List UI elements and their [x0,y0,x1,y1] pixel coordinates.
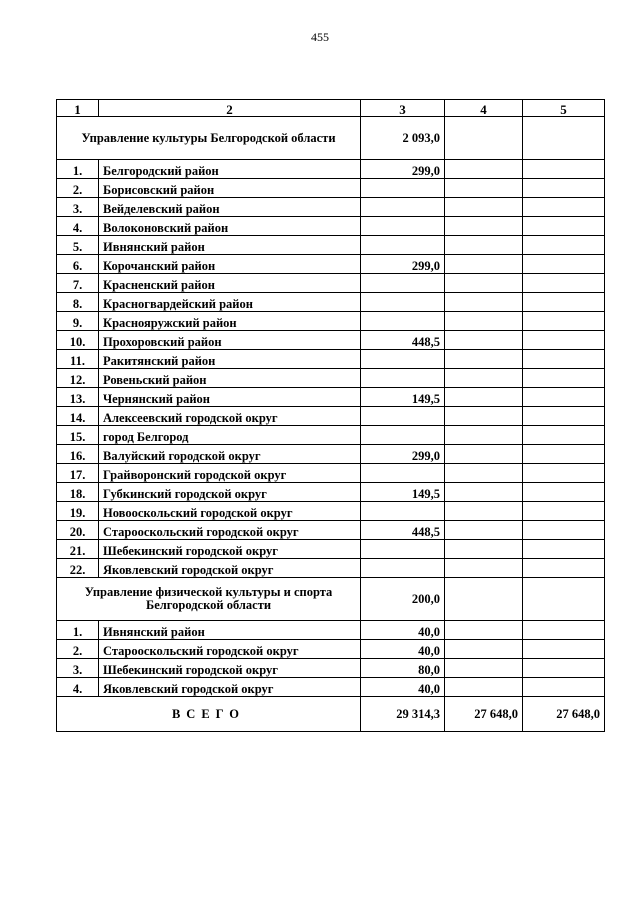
row-number: 11. [57,350,99,369]
row-number: 20. [57,521,99,540]
empty-cell [445,198,523,217]
empty-cell [523,464,605,483]
row-amount: 40,0 [361,621,445,640]
empty-cell [523,293,605,312]
empty-cell [445,559,523,578]
empty-cell [445,659,523,678]
empty-cell [523,255,605,274]
empty-cell [523,678,605,697]
empty-cell [445,236,523,255]
empty-cell [445,293,523,312]
empty-cell [523,621,605,640]
section-row-1 [57,117,605,160]
empty-cell [523,502,605,521]
row-name: Яковлевский городской округ [99,678,361,697]
table-row [57,445,605,464]
empty-cell [523,426,605,445]
table-row [57,236,605,255]
row-amount [361,464,445,483]
empty-cell [523,521,605,540]
row-amount: 149,5 [361,483,445,502]
empty-cell [445,502,523,521]
budget-table-body [57,100,605,732]
row-name: Ракитянский район [99,350,361,369]
empty-cell [523,659,605,678]
row-amount [361,540,445,559]
row-number: 8. [57,293,99,312]
empty-cell [445,388,523,407]
row-amount [361,369,445,388]
empty-cell [523,217,605,236]
row-number: 10. [57,331,99,350]
row-amount [361,274,445,293]
row-number: 19. [57,502,99,521]
total-row [57,697,605,732]
empty-cell [523,331,605,350]
empty-cell [445,179,523,198]
row-number: 1. [57,621,99,640]
row-name: Ивнянский район [99,236,361,255]
row-amount [361,198,445,217]
section-amount: 200,0 [361,578,445,621]
table-row [57,331,605,350]
header-col-3: 3 [361,100,445,117]
table-row [57,369,605,388]
row-name: Волоконовский район [99,217,361,236]
table-row [57,255,605,274]
row-number: 9. [57,312,99,331]
empty-cell [445,678,523,697]
budget-table [56,99,605,732]
empty-cell [445,426,523,445]
row-number: 12. [57,369,99,388]
header-col-1: 1 [57,100,99,117]
row-amount [361,236,445,255]
row-amount [361,350,445,369]
row-number: 2. [57,179,99,198]
row-amount [361,502,445,521]
row-amount: 149,5 [361,388,445,407]
row-name: Старооскольский городской округ [99,521,361,540]
empty-cell [445,621,523,640]
empty-cell [445,217,523,236]
row-name: Корочанский район [99,255,361,274]
row-number: 7. [57,274,99,293]
table-row [57,464,605,483]
table-row [57,521,605,540]
table-row [57,160,605,179]
table-row [57,640,605,659]
row-amount: 299,0 [361,445,445,464]
row-amount: 40,0 [361,678,445,697]
row-number: 15. [57,426,99,445]
table-row [57,559,605,578]
row-name: Красненский район [99,274,361,293]
empty-cell [445,640,523,659]
empty-cell [523,198,605,217]
empty-cell [445,445,523,464]
row-number: 21. [57,540,99,559]
empty-cell [523,483,605,502]
empty-cell [523,312,605,331]
empty-cell [523,445,605,464]
row-amount: 448,5 [361,331,445,350]
row-number: 4. [57,678,99,697]
empty-cell [523,117,605,160]
row-amount [361,407,445,426]
empty-cell [523,559,605,578]
empty-cell [523,350,605,369]
table-row [57,274,605,293]
row-name: Вейделевский район [99,198,361,217]
row-name: Шебекинский городской округ [99,659,361,678]
row-name: Яковлевский городской округ [99,559,361,578]
row-number: 2. [57,640,99,659]
table-row [57,388,605,407]
empty-cell [445,274,523,293]
row-name: Валуйский городской округ [99,445,361,464]
row-name: Губкинский городской округ [99,483,361,502]
row-amount [361,217,445,236]
row-name: Алексеевский городской округ [99,407,361,426]
row-name: Ивнянский район [99,621,361,640]
empty-cell [523,540,605,559]
empty-cell [523,407,605,426]
row-name: Грайворонский городской округ [99,464,361,483]
header-col-5: 5 [523,100,605,117]
row-amount [361,559,445,578]
header-col-4: 4 [445,100,523,117]
row-name: Старооскольский городской округ [99,640,361,659]
empty-cell [445,255,523,274]
empty-cell [445,369,523,388]
row-number: 5. [57,236,99,255]
empty-cell [523,236,605,255]
total-col-4: 27 648,0 [445,697,523,732]
row-number: 17. [57,464,99,483]
table-row [57,426,605,445]
empty-cell [445,331,523,350]
row-number: 22. [57,559,99,578]
row-number: 6. [57,255,99,274]
empty-cell [523,578,605,621]
row-name: Красногвардейский район [99,293,361,312]
table-row [57,659,605,678]
total-col-3: 29 314,3 [361,697,445,732]
row-name: Прохоровский район [99,331,361,350]
section-title: Управление культуры Белгородской области [57,117,361,160]
empty-cell [523,388,605,407]
empty-cell [445,312,523,331]
row-number: 13. [57,388,99,407]
row-number: 3. [57,659,99,678]
empty-cell [445,350,523,369]
row-number: 3. [57,198,99,217]
table-row [57,483,605,502]
empty-cell [523,179,605,198]
table-row [57,678,605,697]
empty-cell [523,274,605,293]
header-col-2: 2 [99,100,361,117]
empty-cell [445,483,523,502]
empty-cell [445,464,523,483]
table-row [57,179,605,198]
row-amount [361,426,445,445]
row-name: Шебекинский городской округ [99,540,361,559]
row-amount: 299,0 [361,160,445,179]
row-name: Ровеньский район [99,369,361,388]
row-amount: 40,0 [361,640,445,659]
table-row [57,350,605,369]
empty-cell [445,540,523,559]
total-label: ВСЕГО [57,697,361,732]
table-row [57,540,605,559]
row-amount: 448,5 [361,521,445,540]
empty-cell [523,369,605,388]
row-name: Белгородский район [99,160,361,179]
row-name: Новооскольский городской округ [99,502,361,521]
header-row [57,100,605,117]
empty-cell [445,521,523,540]
empty-cell [523,160,605,179]
table-row [57,407,605,426]
row-name: Краснояружский район [99,312,361,331]
total-col-5: 27 648,0 [523,697,605,732]
row-amount [361,293,445,312]
section-amount: 2 093,0 [361,117,445,160]
row-amount: 80,0 [361,659,445,678]
empty-cell [523,640,605,659]
row-name: город Белгород [99,426,361,445]
row-name: Борисовский район [99,179,361,198]
row-number: 14. [57,407,99,426]
page-number: 455 [311,30,329,44]
table-row [57,293,605,312]
row-number: 4. [57,217,99,236]
row-amount: 299,0 [361,255,445,274]
table-row [57,621,605,640]
section-row-2 [57,578,605,621]
table-row [57,198,605,217]
row-number: 18. [57,483,99,502]
table-row [57,312,605,331]
row-name: Чернянский район [99,388,361,407]
table-row [57,217,605,236]
row-amount [361,312,445,331]
empty-cell [445,117,523,160]
row-amount [361,179,445,198]
empty-cell [445,578,523,621]
section-title: Управление физической культуры и спорта Белгородской области [57,578,361,621]
table-row [57,502,605,521]
row-number: 16. [57,445,99,464]
empty-cell [445,407,523,426]
empty-cell [445,160,523,179]
row-number: 1. [57,160,99,179]
